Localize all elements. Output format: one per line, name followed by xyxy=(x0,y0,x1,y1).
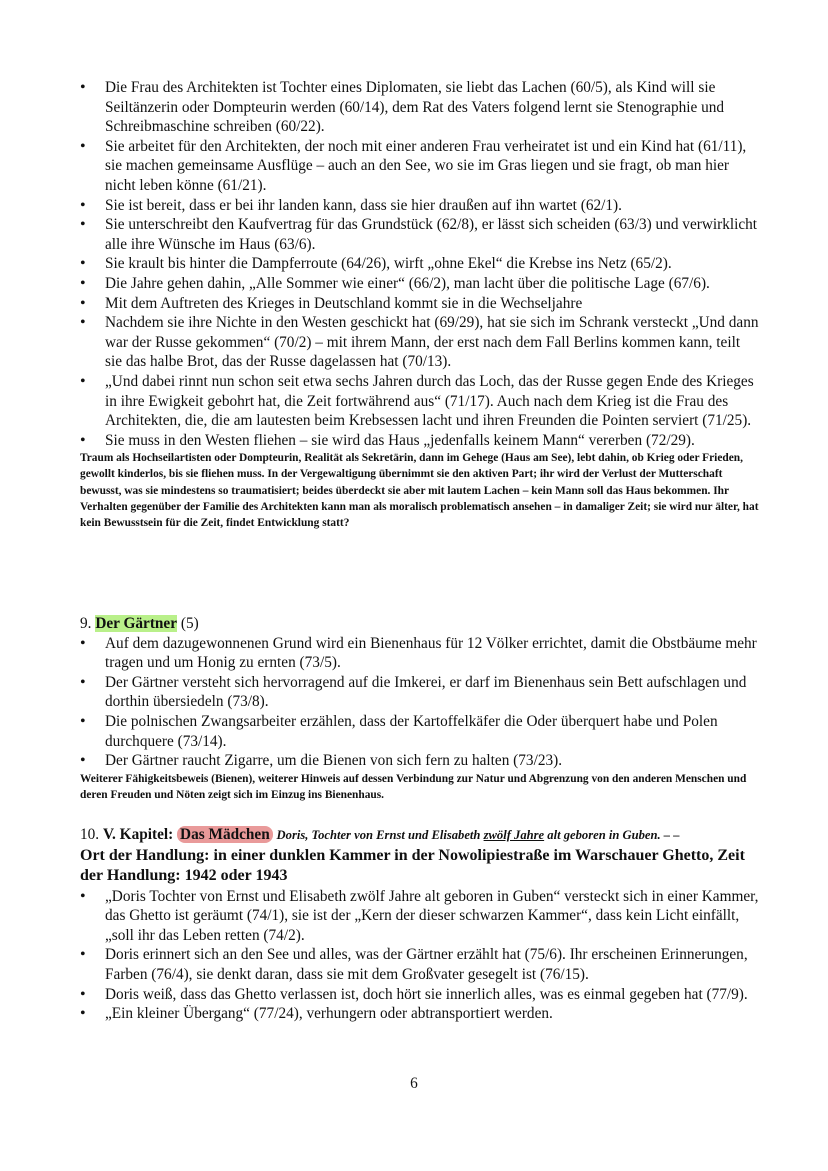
list-item: • „Und dabei rinnt nun schon seit etwa sechs Jahren durch das Loch, das der Russe gegen Ende des Krieges in ihre Ewigkeit gebohrt hat, die Zeit fortwährend aus“ (71/17). Auch nach dem Krieg ist die Frau des Architekten, die, die am lautesten beim Krebsessen lacht und ihren Freunden die Pointen serviert (71/25). xyxy=(80,372,760,431)
list-item: • Sie ist bereit, dass er bei ihr landen kann, dass sie hier draußen auf ihn wartet (62/1). xyxy=(80,196,760,216)
list-item: • Sie krault bis hinter die Dampferroute (64/26), wirft „ohne Ekel“ die Krebse ins Netz (65/2). xyxy=(80,254,760,274)
list-item: • Der Gärtner versteht sich hervorragend auf die Imkerei, er darf im Bienenhaus sein Bett aufschlagen und dorthin übersiedeln (73/8). xyxy=(80,673,760,712)
section-title: Der Gärtner xyxy=(95,615,178,632)
list-item: • Doris erinnert sich an den See und alles, was der Gärtner erzählt hat (75/6). Ihr erscheinen Erinnerungen, Farben (76/4), sie denkt daran, dass sie mit dem Großvater gesegelt ist (76/15). xyxy=(80,945,760,984)
section-number: 9. xyxy=(80,615,92,632)
page-number: 6 xyxy=(410,1075,418,1092)
section-summary: Traum als Hochseilartisten oder Dompteurin, Realität als Sekretärin, dann im Gehege (Haus am See), lebt dahin, ob Krieg oder Frieden, gewollt kinderlos, bis sie fliehen muss. In der Vergewaltigung übernimmt sie den aktiven Part; ihr wird der Verlust der Mutterschaft bewusst, was sie mindestens so traumatisiert; beides überdeckt sie aber mit lautem Lachen – kein Mann soll das Haus bekommen. Ihr Verhalten gegenüber der Familie des Architekten kann man als moralisch problematisch ansehen – in damaliger Zeit; sie wird nur älter, hat kein Bewusstsein für die Zeit, findet Entwicklung statt? xyxy=(80,452,759,530)
list-item: • Die Jahre gehen dahin, „Alle Sommer wie einer“ (66/2), man lacht über die politische Lage (67/6). xyxy=(80,274,760,294)
bullet-list xyxy=(80,887,760,1024)
setting-line: Ort der Handlung: in einer dunklen Kammer in der Nowolipiestraße im Warschauer Ghetto, Zeit der Handlung: 1942 oder 1943 xyxy=(80,846,745,885)
section-summary: Weiterer Fähigkeitsbeweis (Bienen), weiterer Hinweis auf dessen Verbindung zur Natur und Abgrenzung von den anderen Menschen und deren Freuden und Nöten zeigt sich im Einzug ins Bienenhaus. xyxy=(80,772,747,801)
list-item: • Sie arbeitet für den Architekten, der noch mit einer anderen Frau verheiratet ist und ein Kind hat (61/11), sie machen gemeinsame Ausflüge – auch an den See, wo sie im Gras liegen und sie fragt, ob man hier nicht leben könne (61/21). xyxy=(80,137,760,196)
subtitle-part: Doris, Tochter von Ernst und Elisabeth xyxy=(276,828,481,842)
section-girl xyxy=(80,825,760,1024)
section-heading xyxy=(80,614,760,634)
bullet-list xyxy=(80,634,760,771)
section-title: Das Mädchen xyxy=(177,826,273,843)
list-item: • Nachdem sie ihre Nichte in den Westen geschickt hat (69/29), hat sie sich im Schrank versteckt „Und dann war der Russe gekommen“ (70/2) – mit ihrem Mann, der erst nach dem Fall Berlins kommen kann, teilt sie das halbe Brot, das der Russe dagelassen hat (70/13). xyxy=(80,313,760,372)
list-item: • Auf dem dazugewonnenen Grund wird ein Bienenhaus für 12 Völker errichtet, damit die Obstbäume mehr tragen und um Honig zu ernten (73/5). xyxy=(80,634,760,673)
subtitle-underlined: zwölf Jahre xyxy=(483,828,545,842)
list-item: • Sie muss in den Westen fliehen – sie wird das Haus „jedenfalls keinem Mann“ vererben (72/29). xyxy=(80,431,760,451)
list-item: • „Ein kleiner Übergang“ (77/24), verhungern oder abtransportiert werden. xyxy=(80,1004,760,1024)
list-item: • Die Frau des Architekten ist Tochter eines Diplomaten, sie liebt das Lachen (60/5), als Kind will sie Seiltänzerin oder Dompteurin werden (60/14), dem Rat des Vaters folgend lernt sie Stenographie und Schreibmaschine schreiben (60/22). xyxy=(80,78,760,137)
list-item: • Die polnischen Zwangsarbeiter erzählen, dass der Kartoffelkäfer die Oder überquert habe und Polen durchquere (73/14). xyxy=(80,712,760,751)
section-subtitle xyxy=(277,828,680,842)
section-gardener xyxy=(80,614,760,803)
list-item: • Doris weiß, dass das Ghetto verlassen ist, doch hört sie innerlich alles, was es einmal gegeben hat (77/9). xyxy=(80,985,760,1005)
section-count: (5) xyxy=(180,615,199,632)
chapter-label: V. Kapitel: xyxy=(102,826,174,843)
list-item: • „Doris Tochter von Ernst und Elisabeth zwölf Jahre alt geboren in Guben“ versteckt sich in einer Kammer, das Ghetto ist geräumt (74/1), sie ist der „Kern der dieser schwarzen Kammer“, dass kein Licht einfällt, „soll ihr das Leben retten (74/2). xyxy=(80,887,760,946)
bullet-list xyxy=(80,78,760,450)
section-number: 10. xyxy=(80,826,100,843)
section-architect-wife xyxy=(80,78,760,531)
subtitle-part: alt geboren in Guben. – – xyxy=(547,828,680,842)
list-item: • Der Gärtner raucht Zigarre, um die Bienen von sich fern zu halten (73/23). xyxy=(80,751,760,771)
section-heading xyxy=(80,825,760,846)
list-item: • Sie unterschreibt den Kaufvertrag für das Grundstück (62/8), er lässt sich scheiden (63/3) und verwirklicht alle ihre Wünsche im Haus (63/6). xyxy=(80,215,760,254)
list-item: • Mit dem Auftreten des Krieges in Deutschland kommt sie in die Wechseljahre xyxy=(80,294,760,314)
